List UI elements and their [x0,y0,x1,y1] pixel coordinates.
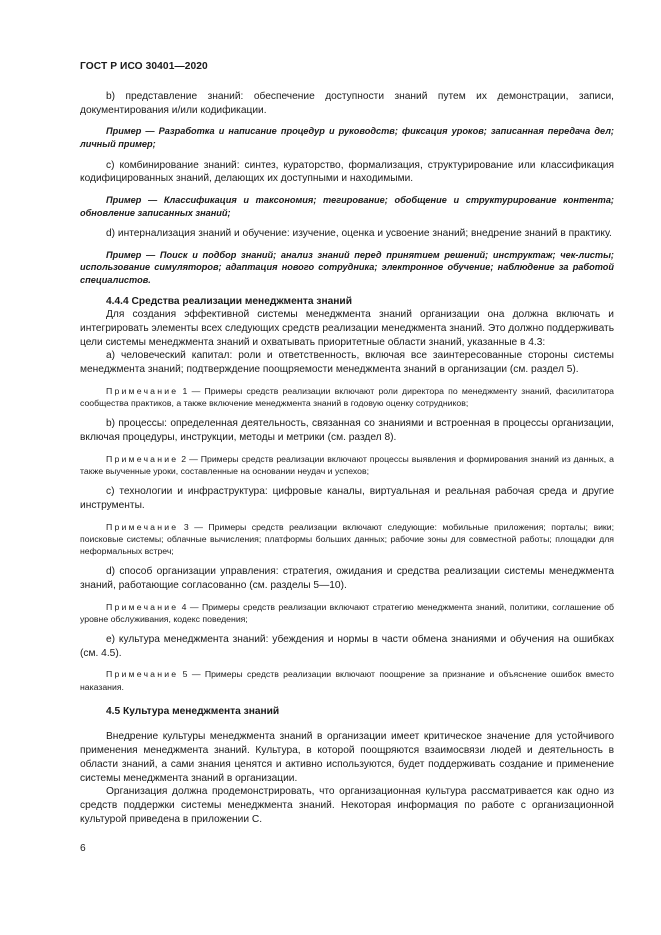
note-2 [80,453,614,477]
example-b: Пример — Разработка и написание процедур и руководств; фиксация уроков; записанная передача дел; личный пример; [80,126,614,149]
note-1-text: 1 — Примеры средств реализации включают роли директора по менеджменту знаний, фасилитатора сообщества практиков, а также включение менеджмента знаний в годовую оценку сотрудников; [80,385,614,409]
paragraph-4-5-second: Организация должна продемонстрировать, что организационная культура рассматривается как одно из средств поддержки системы менеджмента знаний. Некоторая информация по работе с организационной культурой приведена в приложении С. [80,786,614,825]
note-label: Примечание [106,669,179,680]
note-5 [80,668,614,692]
note-4-text: 4 — Примеры средств реализации включают стратегию менеджмента знаний, политики, соглашение об уровне обслуживания, кодекс поведения; [80,601,614,624]
paragraph-a-human-capital: a) человеческий капитал: роли и ответственность, включая все заинтересованные стороны системы менеджмента знаний; подтверждение поощряемости менеджмента знаний в организации (см. раздел 5). [80,350,614,376]
example-d: Пример — Поиск и подбор знаний; анализ знаний перед принятием решений; инструктаж; чек-листы; использование симуляторов; адаптация нового сотрудника; электронное обучение; наблюдение за работой специалистов. [80,249,614,286]
document-body [80,90,614,826]
note-label: Примечание [106,385,179,396]
paragraph-b-processes: b) процессы: определенная деятельность, связанная со знаниями и встроенная в процессы организации, включая процедуры, инструкции, методы и метрики (см. раздел 8). [80,418,614,443]
note-3 [80,521,614,558]
paragraph-c: c) комбинирование знаний: синтез, кураторство, формализация, структурирование или классификация кодифицированных знаний, делающих их доступными и находимыми. [80,159,614,185]
note-3-text: 3 — Примеры средств реализации включают следующие: мобильные приложения; порталы; вики; поисковые системы; облачные вычисления; платформы больших данных; рабочие зоны для совместной работы; площадки для неформальных встреч; [80,521,614,556]
section-heading-4-5: 4.5 Культура менеджмента знаний [106,705,280,717]
note-5-text: 5 — Примеры средств реализации включают поощрение за признание и объяснение ошибок вместо наказания. [80,669,614,692]
example-c: Пример — Классификация и таксономия; тегирование; обобщение и структурирование контента; обновление записанных знаний; [80,195,614,218]
paragraph-4-5-first: Внедрение культуры менеджмента знаний в организации имеет критическое значение для устойчивого применения менеджмента знаний. Культура, в которой поощряются взаимосвязи людей и деятельность в области знаний, а сами знания ценятся и активно используются, будет поддерживать создание и применение системы менеджмента знаний в организации. [80,731,614,784]
section-heading-4-4-4: 4.4.4 Средства реализации менеджмента знаний [106,295,352,307]
note-label: Примечание [106,601,179,612]
paragraph-e-culture: e) культура менеджмента знаний: убеждения и нормы в части обмена знаниями и обучения на ошибках (см. 4.5). [80,633,614,659]
page-number: 6 [80,843,86,854]
document-header: ГОСТ Р ИСО 30401—2020 [80,61,208,72]
paragraph-d: d) интернализация знаний и обучение: изучение, оценка и усвоение знаний; внедрение знаний в практику. [106,228,612,240]
note-2-text: 2 — Примеры средств реализации включают процессы выявления и формирования знаний из данных, а также выученные уроки, составленные на основании неудач и успехов; [80,453,614,476]
note-label: Примечание [106,521,179,532]
note-4 [80,601,614,625]
paragraph-c-technology: c) технологии и инфраструктура: цифровые каналы, виртуальная и реальная рабочая среда и другие инструменты. [80,486,614,511]
paragraph-b: b) представление знаний: обеспечение доступности знаний путем их демонстрации, записи, документирования и/или кодификации. [80,91,614,116]
note-label: Примечание [106,453,179,464]
paragraph-d-governance: d) способ организации управления: стратегия, ожидания и средства реализации системы менеджмента знаний, работающие согласованно (см. разделы 5—10). [80,566,614,591]
note-1 [80,385,614,409]
paragraph-4-4-4-intro: Для создания эффективной системы менеджмента знаний организации она должна включать и интегрировать элементы всех следующих средств реализации менеджмента знаний. Это должно поддерживать цели системы менеджмента знаний и охватывать приоритетные области знаний, указанные в 4.3: [80,309,614,348]
